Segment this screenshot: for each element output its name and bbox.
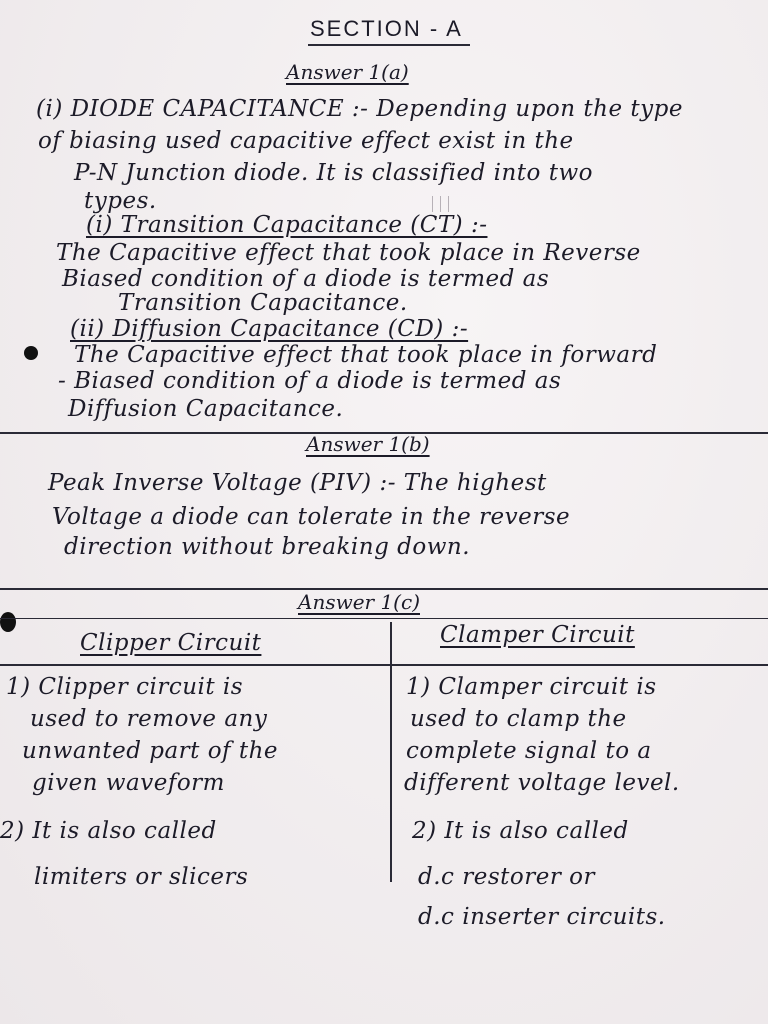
- clamper-header: Clamper Circuit: [440, 622, 635, 648]
- clipper-line: given waveform: [32, 770, 225, 796]
- answer-1a-line: The Capacitive effect that took place in forward: [74, 342, 658, 368]
- table-header-rule: [0, 664, 768, 666]
- answer-1a-line: - Biased condition of a diode is termed as: [58, 368, 562, 394]
- clamper-line: used to clamp the: [410, 706, 627, 732]
- clipper-line: used to remove any: [30, 706, 268, 732]
- answer-1a-line: of biasing used capacitive effect exist in the: [38, 128, 574, 154]
- clamper-line: different voltage level.: [404, 770, 680, 796]
- clamper-line: complete signal to a: [406, 738, 652, 764]
- diffusion-capacitance-heading: (ii) Diffusion Capacitance (CD) :-: [70, 316, 469, 342]
- clamper-line: 1) Clamper circuit is: [406, 674, 657, 700]
- transition-capacitance-heading: (i) Transition Capacitance (CT) :-: [86, 212, 488, 238]
- answer-1c-heading: Answer 1(c): [298, 590, 420, 614]
- section-title: SECTION - A: [310, 16, 463, 41]
- clamper-line: d.c inserter circuits.: [418, 904, 666, 930]
- answer-1a-heading: Answer 1(a): [286, 60, 409, 84]
- answer-1a-line: P-N Junction diode. It is classified into two: [74, 160, 593, 186]
- pencil-tick: [440, 196, 441, 212]
- clamper-line: d.c restorer or: [418, 864, 595, 890]
- clipper-line: 1) Clipper circuit is: [6, 674, 244, 700]
- table-column-divider: [390, 622, 392, 882]
- clipper-line: limiters or slicers: [34, 864, 249, 890]
- answer-1b-line: direction without breaking down.: [64, 534, 471, 560]
- divider-3: [0, 618, 768, 619]
- answer-1a-line: The Capacitive effect that took place in Reverse: [56, 240, 641, 266]
- clipper-header: Clipper Circuit: [80, 630, 262, 656]
- clipper-line: unwanted part of the: [22, 738, 279, 764]
- binder-hole-bottom: [0, 612, 16, 632]
- answer-1a-line: Diffusion Capacitance.: [68, 396, 344, 422]
- answer-1a-line: Transition Capacitance.: [118, 290, 408, 316]
- answer-1a-line: (i) DIODE CAPACITANCE :- Depending upon the type: [36, 96, 683, 122]
- answer-1a-line: types.: [84, 188, 157, 214]
- binder-hole-top: [24, 346, 38, 360]
- section-title-underline: [308, 44, 470, 46]
- answer-1b-line: Voltage a diode can tolerate in the reverse: [52, 504, 571, 530]
- clamper-line: 2) It is also called: [412, 818, 629, 844]
- answer-1b-heading: Answer 1(b): [306, 432, 430, 456]
- answer-1b-line: Peak Inverse Voltage (PIV) :- The highest: [48, 470, 547, 496]
- answer-1a-line: Biased condition of a diode is termed as: [62, 266, 550, 292]
- pencil-tick: [432, 196, 433, 212]
- clipper-line: 2) It is also called: [0, 818, 217, 844]
- pencil-tick: [448, 196, 449, 212]
